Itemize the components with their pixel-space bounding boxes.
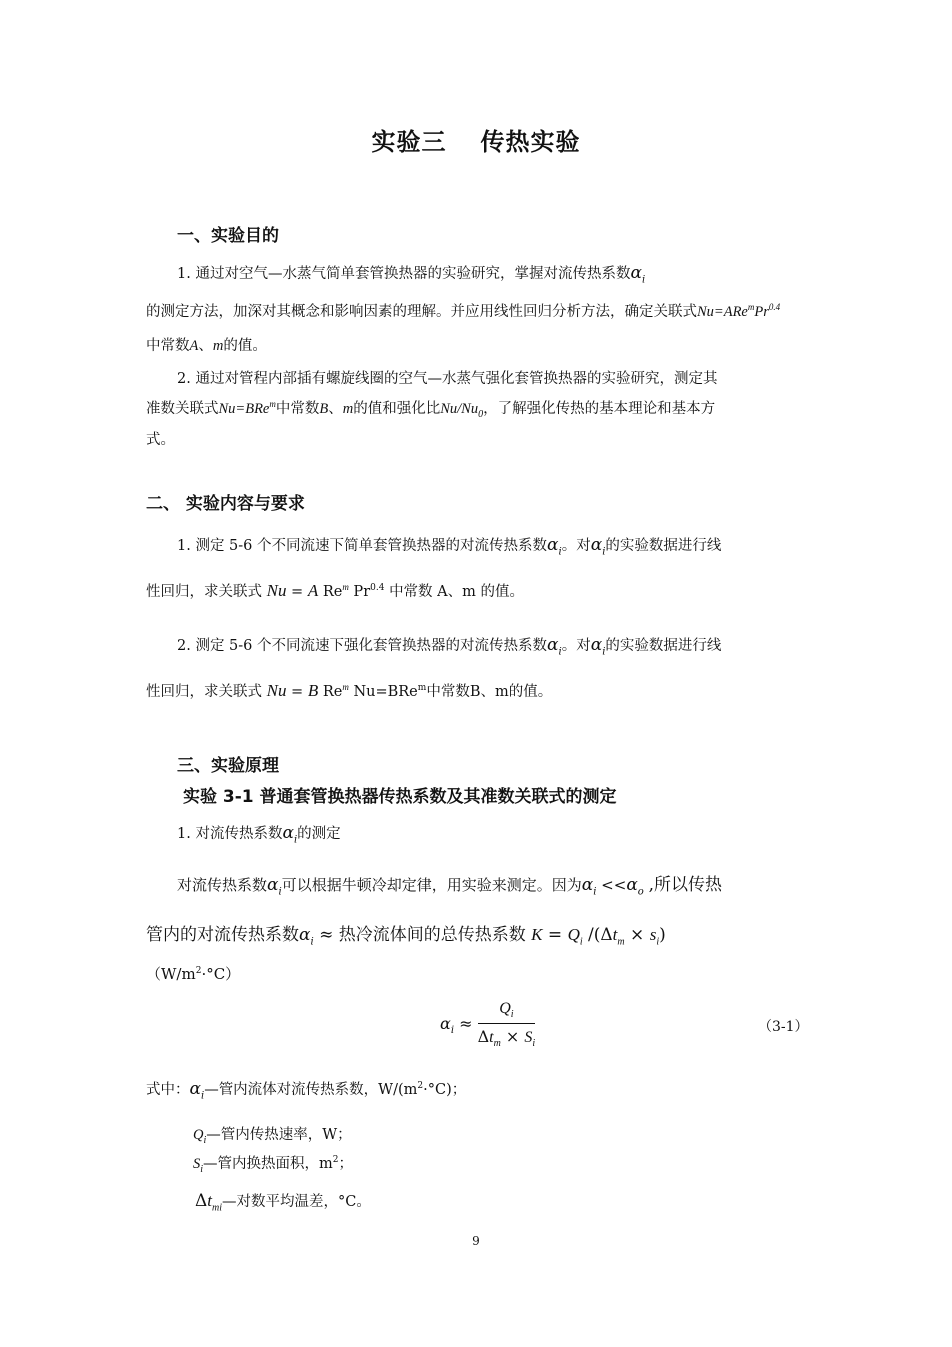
content-1-line2: 性回归，求关联式 Nu = A Re$^m$ $Pr^{0.4}$ 中常数 A、m 的值。 [146, 581, 525, 600]
where-q: $Q_i—$管内传热速率，W； [193, 1127, 352, 1146]
section-heading-content: 二、 实验内容与要求 [146, 494, 305, 514]
subsection-heading-3-1: 实验 3-1 普通套管换热器传热系数及其准数关联式的测定 [183, 787, 617, 807]
where-s: $S_i—$管内换热面积，$m^2$； [193, 1155, 354, 1175]
where-alpha: 式中：$\alpha_i—$管内流体对流传热系数，$W/(m^2\cdot^\circ C)$； [146, 1079, 467, 1102]
content-1-line1: 1. 测定 5-6 个不同流速下简单套管换热器的对流传热系数$\alpha_i$。对$\alpha_i$的实验数据进行线 [177, 535, 722, 558]
section-heading-objectives: 一、实验目的 [177, 226, 279, 246]
objective-1-line2: 的测定方法，加深对其概念和影响因素的理解。并应用线性回归分析方法，确定关联式$Nu=ARe^mPr^{0.4}$ [146, 302, 781, 320]
principle-item-1: 1. 对流传热系数$\alpha_i$的测定 [177, 823, 341, 846]
equation-number: （3-1） [758, 1019, 809, 1035]
equation-3-1: $\alpha_i$ ≈ $\frac{Q_i}{\Delta t_m \times S_i}$ [440, 1000, 536, 1050]
content-2-line2: 性回归，求关联式 Nu = B Re$^m$ Nu=BRe$^m$中常数B、m的值。 [146, 681, 553, 700]
page-number: 9 [472, 1234, 480, 1248]
objective-2-line1: 2. 通过对管程内部插有螺旋线圈的空气—水蒸气强化套管换热器的实验研究，测定其 [177, 371, 718, 387]
unit-line: $(W/m^2\cdot^\circ C)$ [146, 965, 241, 983]
principle-line-2: 对流传热系数$\alpha_i$可以根据牛顿冷却定律，用实验来测定。因为$\alpha_i <<\alpha_o$ ,所以传热 [177, 875, 723, 898]
objective-1-line1: 1. 通过对空气—水蒸气简单套管换热器的实验研究，掌握对流传热系数$\alpha_i$ [177, 263, 646, 286]
page-title: 实验三 传热实验 [371, 128, 581, 156]
objective-1-line3: 中常数A、m的值。 [146, 338, 267, 354]
objective-2-line2: 准数关联式Nu=BRe$^m$中常数B、m的值和强化比$Nu/Nu_0$，了解强化传热的基本理论和基本方 [146, 399, 716, 420]
where-t: $\Delta t_{mi}—$对数平均温差，°C。 [195, 1191, 371, 1214]
section-heading-principle: 三、实验原理 [177, 756, 279, 776]
objective-2-line3: 式。 [146, 432, 175, 448]
principle-line-3: 管内的对流传热系数$\alpha_i$ ≈ 热冷流体间的总传热系数 $K = Q_i$ $/(\Delta t_m \times s_i)$ [146, 925, 666, 948]
content-2-line1: 2. 测定 5-6 个不同流速下强化套管换热器的对流传热系数$\alpha_i$。对$\alpha_i$的实验数据进行线 [177, 635, 722, 658]
